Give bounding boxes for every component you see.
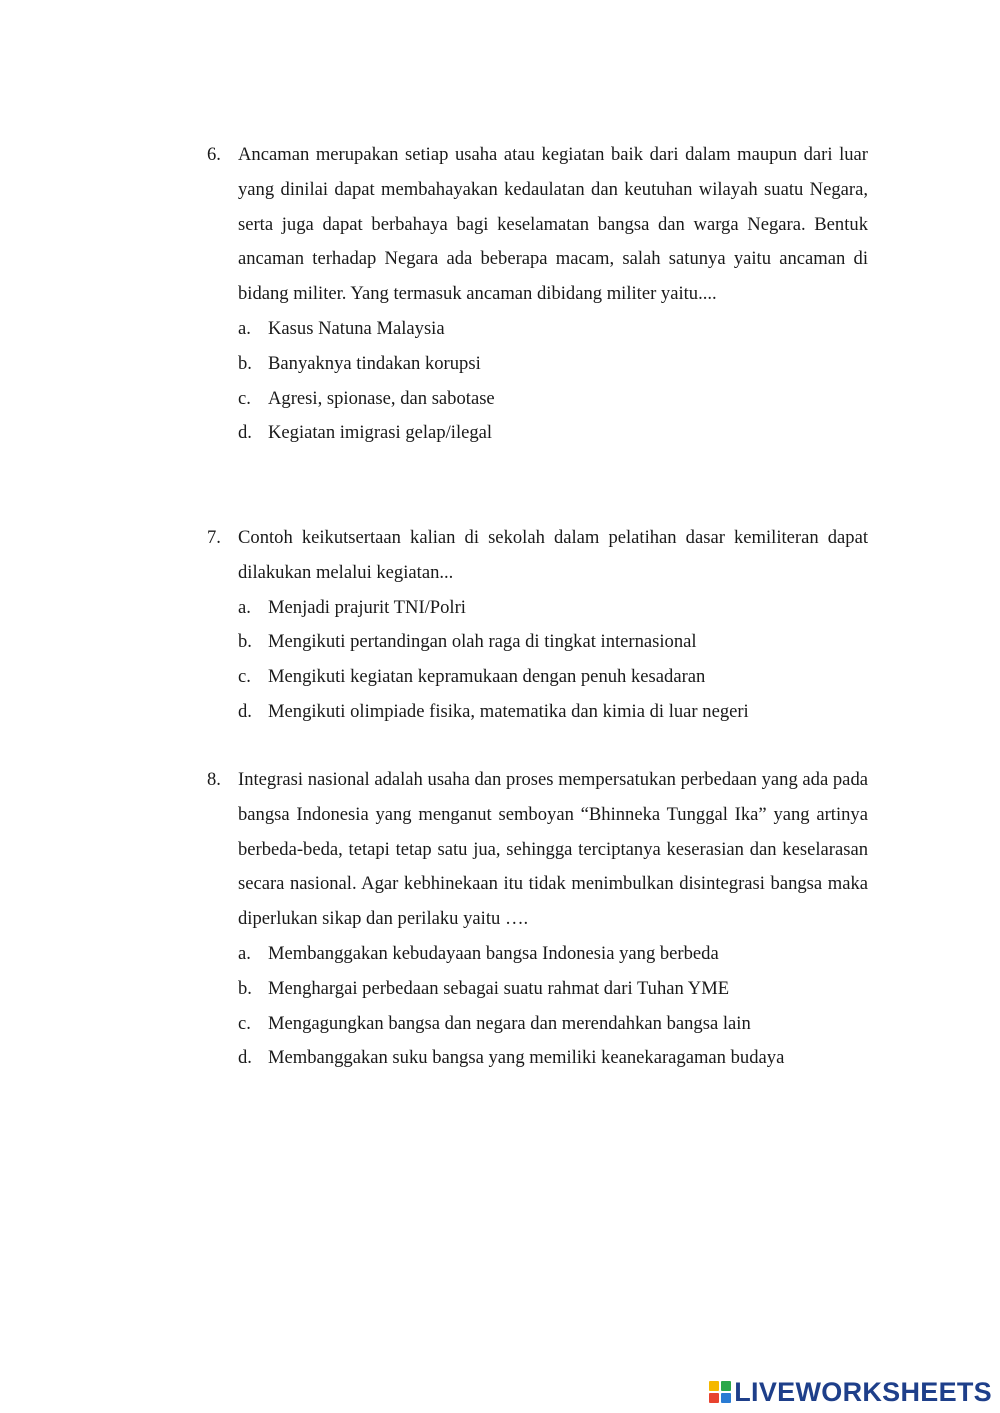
question-text: Integrasi nasional adalah usaha dan proses mempersatukan perbedaan yang ada pada bangsa Indonesia yang menganut semboyan “Bhinneka Tunggal Ika” yang artinya berbeda-beda, tetapi tetap satu jua, sehingga terciptanya keserasian dan keselarasan secara nasional. Agar kebhinekaan itu tidak menimbulkan disintegrasi bangsa maka diperlukan sikap dan perilaku yaitu …. [238, 769, 868, 930]
option-list [238, 591, 868, 730]
option-letter: d. [238, 700, 252, 722]
option-letter: a. [238, 317, 251, 339]
option-text: Mengikuti pertandingan olah raga di tingkat internasional [268, 631, 697, 653]
option-text: Kegiatan imigrasi gelap/ilegal [268, 422, 493, 444]
option-a[interactable] [238, 937, 868, 972]
option-text: Mengikuti olimpiade fisika, matematika dan kimia di luar negeri [268, 700, 749, 722]
question-number: 6. [207, 144, 221, 165]
option-text: Agresi, spionase, dan sabotase [268, 387, 495, 409]
option-list [238, 312, 868, 451]
option-c[interactable] [238, 1007, 868, 1042]
option-list [238, 937, 868, 1076]
watermark-text: LIVEWORKSHEETS [734, 1376, 992, 1407]
option-text: Menghargai perbedaan sebagai suatu rahmat dari Tuhan YME [268, 977, 730, 999]
option-a[interactable] [238, 312, 868, 347]
option-letter: a. [238, 942, 251, 964]
option-b[interactable] [238, 625, 868, 660]
question-number: 7. [207, 527, 221, 548]
option-letter: c. [238, 387, 251, 409]
option-d[interactable] [238, 695, 868, 730]
option-text: Mengikuti kegiatan kepramukaan dengan penuh kesadaran [268, 666, 706, 688]
question-6 [207, 138, 868, 451]
option-text: Kasus Natuna Malaysia [268, 317, 445, 339]
option-c[interactable] [238, 660, 868, 695]
option-letter: c. [238, 1012, 251, 1034]
question-7 [207, 521, 868, 730]
option-letter: b. [238, 352, 252, 374]
option-letter: d. [238, 422, 252, 444]
option-b[interactable] [238, 347, 868, 382]
option-letter: a. [238, 596, 251, 618]
option-text: Membanggakan suku bangsa yang memiliki keanekaragaman budaya [268, 1047, 785, 1069]
option-d[interactable] [238, 416, 868, 451]
question-text: Ancaman merupakan setiap usaha atau kegiatan baik dari dalam maupun dari luar yang dinilai dapat membahayakan kedaulatan dan keutuhan wilayah suatu Negara, serta juga dapat berbahaya bagi keselamatan bangsa dan warga Negara. Bentuk ancaman terhadap Negara ada beberapa macam, salah satunya yaitu ancaman di bidang militer. Yang termasuk ancaman dibidang militer yaitu.... [238, 144, 868, 305]
option-text: Mengagungkan bangsa dan negara dan merendahkan bangsa lain [268, 1012, 751, 1034]
option-b[interactable] [238, 972, 868, 1007]
option-c[interactable] [238, 382, 868, 417]
option-text: Banyaknya tindakan korupsi [268, 352, 481, 374]
option-letter: b. [238, 977, 252, 999]
option-d[interactable] [238, 1041, 868, 1076]
question-number: 8. [207, 769, 221, 790]
option-text: Membanggakan kebudayaan bangsa Indonesia yang berbeda [268, 942, 719, 964]
question-text: Contoh keikutsertaan kalian di sekolah dalam pelatihan dasar kemiliteran dapat dilakukan melalui kegiatan... [238, 527, 868, 583]
liveworksheets-logo-icon [709, 1381, 731, 1403]
option-letter: b. [238, 631, 252, 653]
liveworksheets-watermark [709, 1375, 992, 1409]
question-8 [207, 763, 868, 1076]
option-letter: c. [238, 666, 251, 688]
option-text: Menjadi prajurit TNI/Polri [268, 596, 466, 618]
option-letter: d. [238, 1047, 252, 1069]
option-a[interactable] [238, 591, 868, 626]
